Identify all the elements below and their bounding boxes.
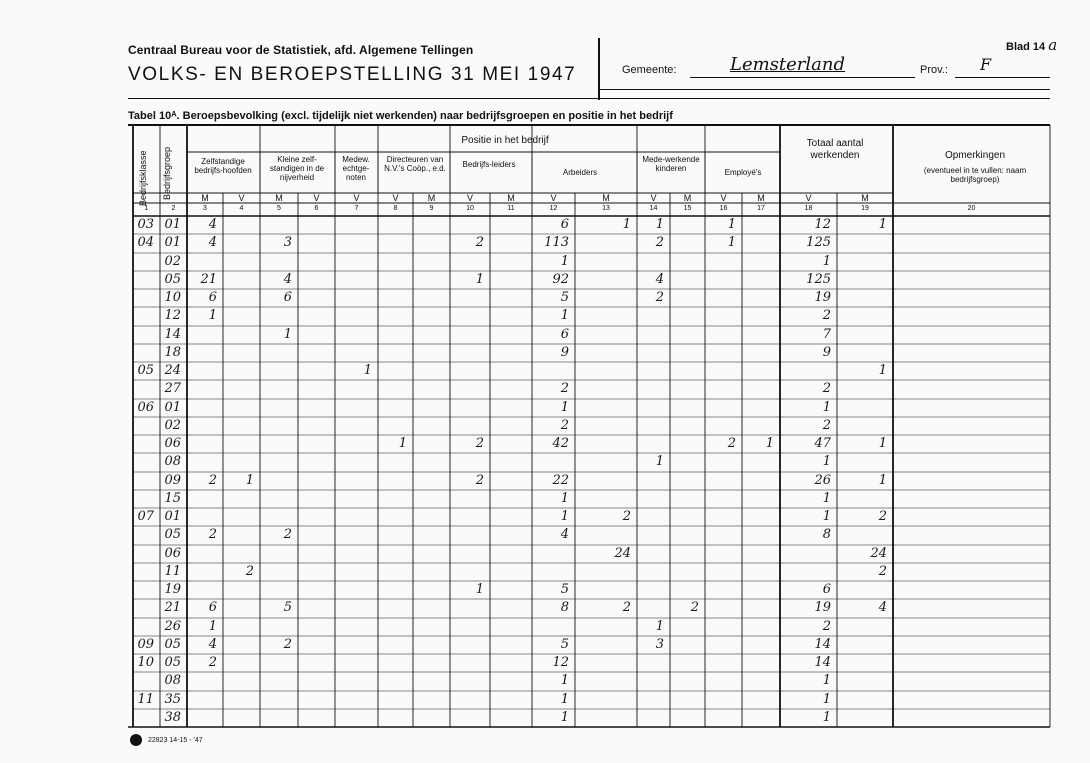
m-label: M xyxy=(861,193,869,203)
count-value: 14 xyxy=(814,655,831,670)
count-value: 6 xyxy=(283,290,292,305)
count-value: 125 xyxy=(806,272,831,287)
groep-value: 06 xyxy=(164,436,181,451)
count-value: 1 xyxy=(822,509,831,524)
groep-value: 05 xyxy=(164,637,181,652)
v-label: V xyxy=(238,193,245,203)
column-number: 12 xyxy=(549,205,558,212)
v-label: V xyxy=(353,193,360,203)
groep-value: 35 xyxy=(164,692,181,707)
count-value: 1 xyxy=(560,491,569,506)
count-value: 1 xyxy=(878,436,887,451)
blad-label: Blad 14 xyxy=(1006,41,1046,53)
count-value: 4 xyxy=(208,235,217,250)
m-label: M xyxy=(757,193,765,203)
column-number: 7 xyxy=(354,205,359,212)
count-value: 2 xyxy=(878,564,887,579)
group-header-employes: Employé's xyxy=(724,168,762,177)
count-value: 5 xyxy=(283,600,292,615)
count-value: 2 xyxy=(822,308,831,323)
count-value: 12 xyxy=(552,655,569,670)
groep-value: 01 xyxy=(164,400,181,415)
column-number: 13 xyxy=(602,205,610,212)
count-value: 1 xyxy=(560,692,569,707)
count-value: 2 xyxy=(690,600,699,615)
group-header-kleine-zelfstandigen: Kleine zelf-standigen in de nijverheid xyxy=(269,155,325,182)
count-value: 2 xyxy=(622,509,631,524)
column-number: 4 xyxy=(239,205,244,212)
group-header-arbeiders: Arbeiders xyxy=(562,168,598,177)
v-label: V xyxy=(720,193,727,203)
column-number: 18 xyxy=(804,205,813,212)
opmerkingen-subheader: (eventueel in te vullen: naam bedrijfsgroep) xyxy=(923,166,1027,184)
count-value: 6 xyxy=(208,290,217,305)
groep-value: 05 xyxy=(164,655,181,670)
column-number: 6 xyxy=(314,205,319,212)
count-value: 4 xyxy=(208,637,217,652)
column-number: 14 xyxy=(649,205,658,212)
count-value: 2 xyxy=(283,527,292,542)
m-label: M xyxy=(427,193,436,203)
count-value: 1 xyxy=(655,454,664,469)
count-value: 2 xyxy=(822,619,831,634)
m-label: M xyxy=(275,193,283,203)
group-header-bedrijfsleiders: Bedrijfs-leiders xyxy=(462,160,516,169)
count-value: 4 xyxy=(655,272,664,287)
m-label: M xyxy=(602,193,610,203)
groep-value: 26 xyxy=(164,619,181,634)
v-label: V xyxy=(466,193,473,203)
groep-value: 21 xyxy=(164,600,181,615)
count-value: 1 xyxy=(822,400,831,415)
column-number: 1 xyxy=(144,205,149,212)
count-value: 2 xyxy=(475,473,484,488)
count-value: 1 xyxy=(560,308,569,323)
groep-value: 02 xyxy=(164,254,181,269)
count-value: 19 xyxy=(814,290,831,305)
province-label: Prov.: xyxy=(920,64,948,76)
count-value: 3 xyxy=(655,637,664,652)
groep-value: 18 xyxy=(164,345,181,360)
v-label: V xyxy=(650,193,657,203)
column-number: 5 xyxy=(277,205,281,212)
count-value: 125 xyxy=(806,235,831,250)
count-value: 113 xyxy=(544,235,569,250)
count-value: 47 xyxy=(814,436,831,451)
groep-value: 19 xyxy=(164,582,181,597)
groep-value: 08 xyxy=(164,454,181,469)
m-label: M xyxy=(201,193,209,203)
groep-value: 06 xyxy=(164,546,181,561)
count-value: 9 xyxy=(560,345,569,360)
gemeente-label: Gemeente: xyxy=(622,64,677,76)
positie-header: Positie in het bedrijf xyxy=(461,135,549,146)
count-value: 1 xyxy=(208,619,217,634)
count-value: 6 xyxy=(208,600,217,615)
count-value: 26 xyxy=(814,473,831,488)
klasse-value: 09 xyxy=(137,637,154,652)
count-value: 2 xyxy=(208,473,217,488)
groep-value: 24 xyxy=(164,363,181,378)
groep-value: 02 xyxy=(164,418,181,433)
count-value: 1 xyxy=(822,692,831,707)
count-value: 2 xyxy=(208,655,217,670)
count-value: 2 xyxy=(655,290,664,305)
count-value: 4 xyxy=(560,527,569,542)
count-value: 7 xyxy=(822,327,831,342)
count-value: 2 xyxy=(245,564,254,579)
klasse-value: 11 xyxy=(137,692,154,707)
groep-value: 01 xyxy=(164,509,181,524)
totaal-header: Totaal aantal werkenden xyxy=(806,138,864,161)
count-value: 1 xyxy=(822,673,831,688)
count-value: 1 xyxy=(560,254,569,269)
groep-value: 15 xyxy=(164,491,181,506)
count-value: 2 xyxy=(822,418,831,433)
count-value: 2 xyxy=(560,381,569,396)
count-value: 1 xyxy=(560,710,569,725)
count-value: 1 xyxy=(878,217,887,232)
group-header-medewerkende-echtgenoten: Medew. echtge-noten xyxy=(342,155,370,182)
count-value: 3 xyxy=(283,235,292,250)
count-value: 1 xyxy=(560,509,569,524)
klasse-value: 06 xyxy=(137,400,154,415)
count-value: 1 xyxy=(727,217,736,232)
count-value: 2 xyxy=(560,418,569,433)
count-value: 1 xyxy=(655,619,664,634)
groep-value: 05 xyxy=(164,272,181,287)
count-value: 1 xyxy=(208,308,217,323)
count-value: 1 xyxy=(363,363,372,378)
group-header-medewerkende-kinderen: Mede-werkende kinderen xyxy=(642,155,700,173)
count-value: 92 xyxy=(552,272,569,287)
count-value: 1 xyxy=(560,400,569,415)
count-value: 1 xyxy=(878,473,887,488)
count-value: 4 xyxy=(283,272,292,287)
count-value: 24 xyxy=(870,546,887,561)
v-label: V xyxy=(313,193,320,203)
count-value: 1 xyxy=(822,491,831,506)
v-label: V xyxy=(550,193,557,203)
column-number: 11 xyxy=(507,205,515,212)
column-number: 15 xyxy=(683,205,692,212)
groep-value: 10 xyxy=(164,290,181,305)
province-value: F xyxy=(980,55,992,74)
groep-value: 27 xyxy=(164,381,181,396)
klasse-value: 07 xyxy=(137,509,154,524)
column-number: 8 xyxy=(393,205,398,212)
groep-value: 09 xyxy=(164,473,181,488)
count-value: 6 xyxy=(560,327,569,342)
count-value: 5 xyxy=(560,637,569,652)
column-number: 17 xyxy=(757,205,765,212)
m-label: M xyxy=(683,193,692,203)
count-value: 1 xyxy=(727,235,736,250)
count-value: 4 xyxy=(208,217,217,232)
groep-value: 05 xyxy=(164,527,181,542)
group-header-directeuren: Directeuren van N.V.'s Coöp., e.d. xyxy=(384,155,446,173)
count-value: 1 xyxy=(622,217,631,232)
count-value: 1 xyxy=(283,327,292,342)
count-value: 14 xyxy=(814,637,831,652)
groep-value: 11 xyxy=(164,564,181,579)
form-title: VOLKS- EN BEROEPSTELLING 31 MEI 1947 xyxy=(128,64,577,85)
count-value: 6 xyxy=(560,217,569,232)
count-value: 1 xyxy=(475,272,484,287)
count-value: 2 xyxy=(727,436,736,451)
cbs-logo-icon xyxy=(130,734,142,746)
count-value: 2 xyxy=(822,381,831,396)
count-value: 1 xyxy=(245,473,254,488)
m-label: M xyxy=(507,193,515,203)
column-number: 2 xyxy=(171,205,176,212)
count-value: 42 xyxy=(552,436,569,451)
count-value: 9 xyxy=(822,345,831,360)
klasse-value: 04 xyxy=(137,235,154,250)
count-value: 2 xyxy=(208,527,217,542)
count-value: 1 xyxy=(475,582,484,597)
groep-value: 14 xyxy=(164,327,181,342)
print-code: 22823 14-15 - '47 xyxy=(148,737,203,744)
count-value: 2 xyxy=(475,436,484,451)
count-value: 22 xyxy=(552,473,569,488)
count-value: 2 xyxy=(283,637,292,652)
count-value: 2 xyxy=(622,600,631,615)
count-value: 1 xyxy=(822,454,831,469)
groep-value: 01 xyxy=(164,235,181,250)
count-value: 1 xyxy=(765,436,774,451)
count-value: 4 xyxy=(878,600,887,615)
count-value: 1 xyxy=(822,710,831,725)
column-number: 10 xyxy=(466,205,474,212)
column-number: 16 xyxy=(719,205,728,212)
gemeente-value: Lemsterland xyxy=(730,54,846,75)
count-value: 6 xyxy=(822,582,831,597)
organization-line: Centraal Bureau voor de Statistiek, afd. Algemene Tellingen xyxy=(128,43,474,57)
count-value: 12 xyxy=(814,217,831,232)
v-label: V xyxy=(392,193,399,203)
count-value: 2 xyxy=(655,235,664,250)
count-value: 2 xyxy=(878,509,887,524)
count-value: 21 xyxy=(200,272,217,287)
count-value: 1 xyxy=(560,673,569,688)
groep-value: 12 xyxy=(164,308,181,323)
groep-value: 08 xyxy=(164,673,181,688)
v-label: V xyxy=(805,193,812,203)
count-value: 5 xyxy=(560,290,569,305)
groep-value: 01 xyxy=(164,217,181,232)
count-value: 2 xyxy=(475,235,484,250)
klasse-value: 05 xyxy=(137,363,154,378)
column-number: 20 xyxy=(967,205,976,212)
group-header-zelfstandige: Zelfstandige bedrijfs-hoofden xyxy=(194,157,252,175)
count-value: 1 xyxy=(822,254,831,269)
column-number: 19 xyxy=(861,205,869,212)
klasse-value: 10 xyxy=(137,655,154,670)
count-value: 1 xyxy=(398,436,407,451)
count-value: 8 xyxy=(560,600,569,615)
col-header-bedrijfsklasse: Bedrijfsklasse xyxy=(138,150,148,206)
opmerkingen-header: Opmerkingen xyxy=(944,150,1006,161)
groep-value: 38 xyxy=(164,710,181,725)
column-number: 9 xyxy=(429,205,434,212)
count-value: 1 xyxy=(655,217,664,232)
count-value: 19 xyxy=(814,600,831,615)
count-value: 1 xyxy=(878,363,887,378)
column-number: 3 xyxy=(203,205,207,212)
count-value: 8 xyxy=(822,527,831,542)
count-value: 24 xyxy=(614,546,631,561)
table-caption: Tabel 10ᴬ. Beroepsbevolking (excl. tijdelijk niet werkenden) naar bedrijfsgroepen en positie in het bedrijf xyxy=(128,110,673,122)
blad-suffix: a xyxy=(1048,36,1058,54)
count-value: 5 xyxy=(560,582,569,597)
klasse-value: 03 xyxy=(137,217,154,232)
col-header-bedrijfsgroep: Bedrijfsgroep xyxy=(162,146,172,200)
